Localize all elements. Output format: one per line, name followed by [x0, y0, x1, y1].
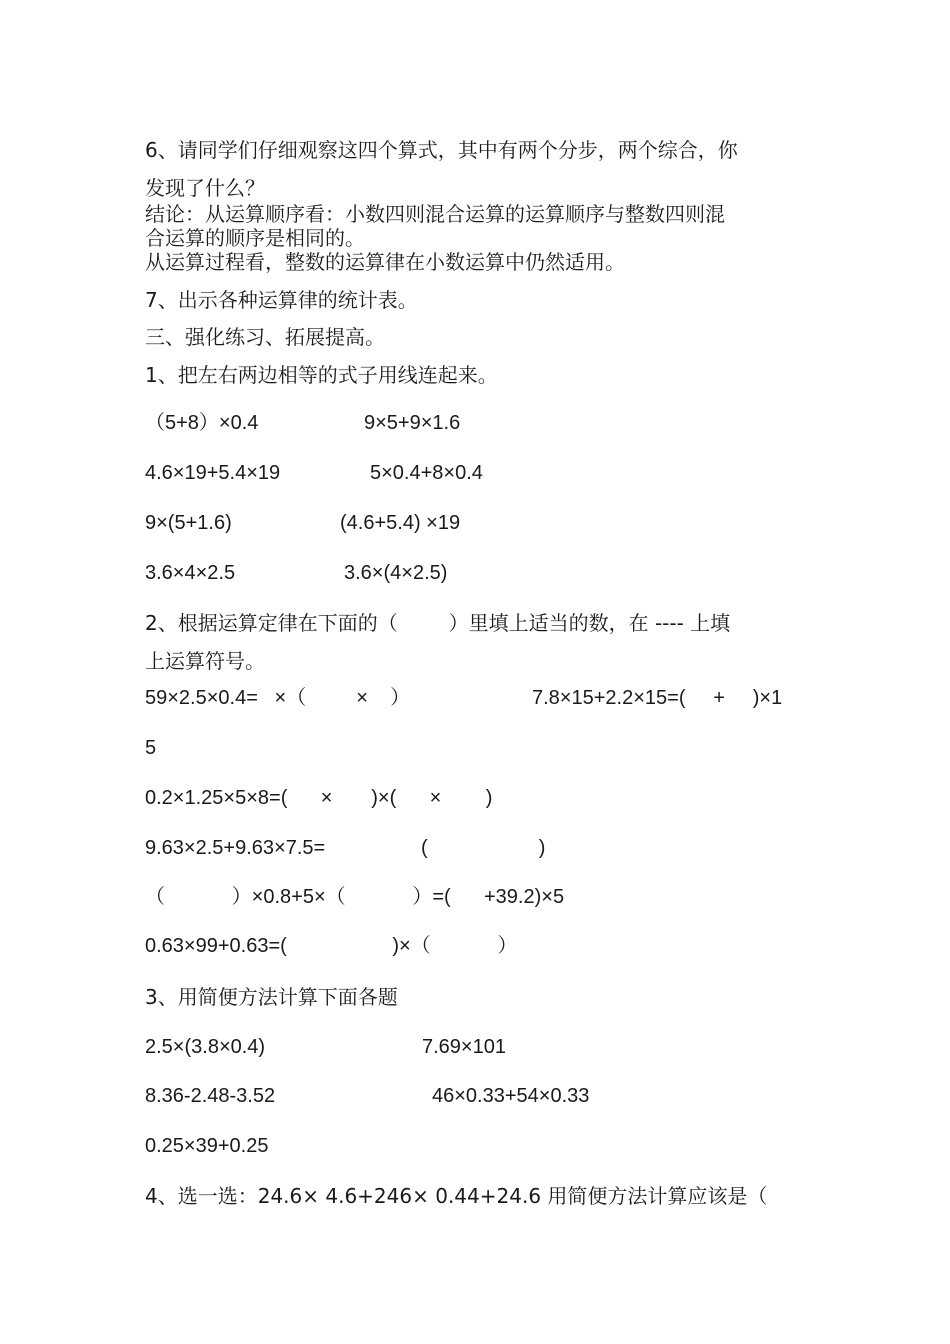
q1-right-expr: (4.6+5.4) ×19: [340, 512, 461, 534]
q2-title-line2: 上运算符号。: [145, 649, 265, 673]
q3-left-expr: 8.36-2.48-3.52: [145, 1085, 276, 1107]
q2-row3-right: ( ): [421, 837, 546, 859]
section6-line1: 6、请同学们仔细观察这四个算式，其中有两个分步，两个综合，你: [145, 138, 738, 162]
q1-right-expr: 5×0.4+8×0.4: [370, 462, 483, 484]
q3-left-expr: 2.5×(3.8×0.4): [145, 1036, 266, 1058]
conclusion-line1: 结论：从运算顺序看：小数四则混合运算的运算顺序与整数四则混: [145, 202, 725, 226]
section6-line2: 发现了什么？: [145, 176, 265, 200]
q2-row1-left: 59×2.5×0.4= ×（ × ）: [145, 687, 411, 709]
q2-row4: （ ）×0.8+5×（ ）=( +39.2)×5: [145, 886, 565, 908]
q1-right-expr: 3.6×(4×2.5): [344, 562, 448, 584]
part3-title: 三、强化练习、拓展提高。: [145, 325, 385, 349]
q1-left-expr: 4.6×19+5.4×19: [145, 462, 281, 484]
q3-right-expr: 46×0.33+54×0.33: [432, 1085, 590, 1107]
q1-left-expr: 3.6×4×2.5: [145, 562, 236, 584]
q3-left-expr: 0.25×39+0.25: [145, 1135, 269, 1157]
section7-text: 7、出示各种运算律的统计表。: [145, 288, 418, 312]
q2-row5: 0.63×99+0.63=( )×（ ）: [145, 935, 518, 957]
q1-left-expr: 9×(5+1.6): [145, 512, 232, 534]
q2-row1-wrap: 5: [145, 737, 157, 759]
conclusion-line3: 从运算过程看，整数的运算律在小数运算中仍然适用。: [145, 250, 625, 274]
q2-row3-left: 9.63×2.5+9.63×7.5=: [145, 837, 326, 859]
q2-title-line1: 2、根据运算定律在下面的（ ）里填上适当的数，在 ---- 上填: [145, 611, 731, 635]
q3-right-expr: 7.69×101: [422, 1036, 506, 1058]
q1-right-expr: 9×5+9×1.6: [364, 412, 461, 434]
q3-title: 3、用简便方法计算下面各题: [145, 985, 398, 1009]
q1-left-expr: （5+8）×0.4: [145, 412, 259, 434]
q2-row2: 0.2×1.25×5×8=( × )×( × ): [145, 787, 493, 809]
q2-row1-right: 7.8×15+2.2×15=( + )×1: [532, 687, 783, 709]
q1-title: 1、把左右两边相等的式子用线连起来。: [145, 363, 498, 387]
q4-title: 4、选一选：24.6× 4.6+246× 0.44+24.6 用简便方法计算应该是（: [145, 1184, 768, 1208]
conclusion-line2: 合运算的顺序是相同的。: [145, 226, 365, 250]
